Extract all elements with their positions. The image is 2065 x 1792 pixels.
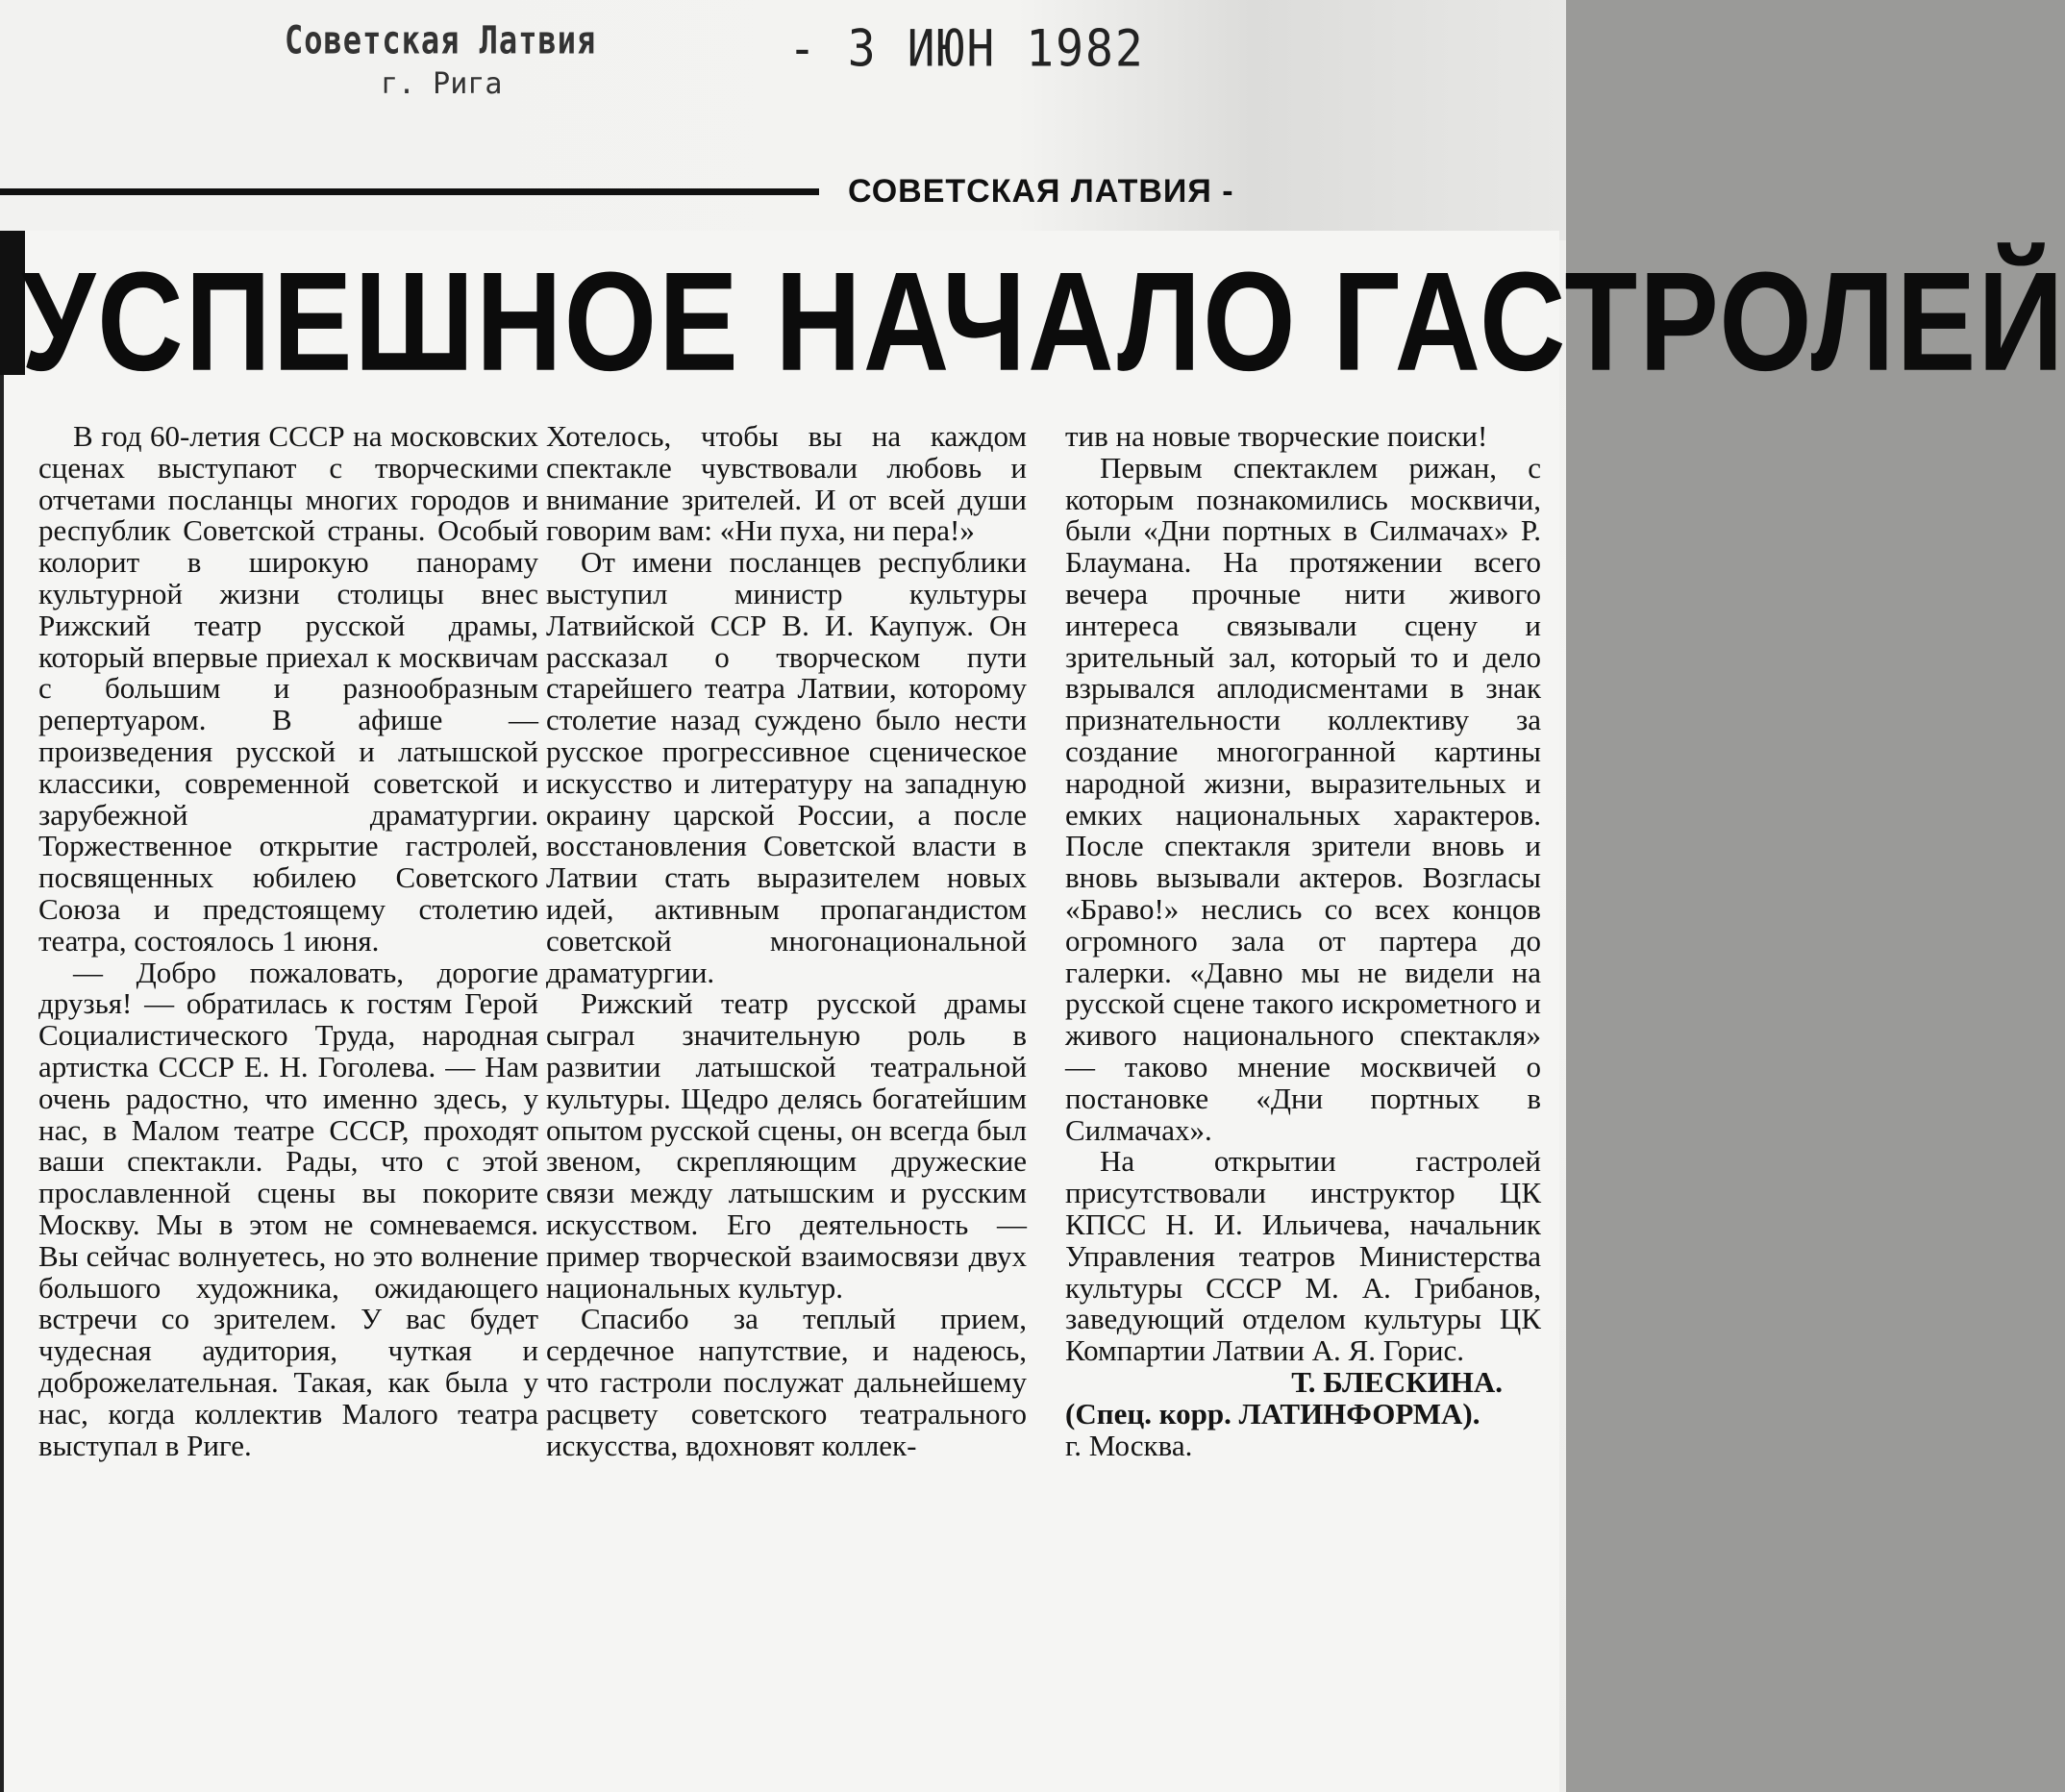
stamp-city: г. Рига xyxy=(381,67,503,101)
agency-credit: (Спец. корр. ЛАТИНФОРМА). xyxy=(1065,1396,1480,1431)
paragraph: Хотелось, чтобы вы на каждом спектакле чувствовали любовь и внимание зрителей. И от всей души говорим вам: «Ни пуха, ни пера!» xyxy=(546,419,1027,548)
stamp-backing-paper xyxy=(0,0,1566,240)
paragraph: На открытии гастролей присутствовали инструктор ЦК КПСС Н. И. Ильичева, начальник Управления театров Министерства культуры СССР М. А. Грибанов, заведующий отделом культуры ЦК Компартии Латвии А. Я. Горис. xyxy=(1065,1144,1541,1368)
article-column-1 xyxy=(38,421,538,1461)
paragraph: — Добро пожаловать, дорогие друзья! — обратилась к гостям Герой Социалистического Труда, народная артистка СССР Е. Н. Гоголева. — Нам очень радостно, что именно здесь, у нас, в Малом театре СССР, проходят ваши спектакли. Рады, что с этой прославленной сцены вы покорите Москву. Мы в этом не сомневаемся. Вы сейчас волнуетесь, но это волнение большого художника, ожидающего встречи со зрителем. У вас будет чудесная аудитория, чуткая и доброжелательная. Такая, как была у нас, когда коллектив Малого театра выступал в Риге. xyxy=(38,955,538,1462)
stamp-date: - 3 ИЮН 1982 xyxy=(788,19,1145,79)
masthead-rule xyxy=(0,188,819,195)
paragraph: Первым спектаклем рижан, с которым познакомились москвичи, были «Дни портных в Силмачах» Р. Блаумана. На протяжении всего вечера прочные нити живого интереса связывали сцену и зрительный зал, который то и дело взрывался аплодисментами в знак признательности коллективу за создание многогранной картины народной жизни, выразительных и емких национальных характеров. После спектакля зрители вновь и вновь вызывали актеров. Возгласы «Браво!» неслись со всех концов огромного зала от партера до галерки. «Давно мы не видели на русской сцене такого искрометного и живого национального спектакля» — таково мнение москвичей о постановке «Дни портных в Силмачах». xyxy=(1065,450,1541,1147)
author-signature: Т. БЛЕСКИНА. xyxy=(1291,1364,1503,1399)
paragraph: В год 60-летия СССР на московских сценах выступают с творческими отчетами посланцы многих городов и республик Советской страны. Особый колорит в широкую панораму культурной жизни столицы внес Рижский театр русской драмы, который впервые приехал к москвичам с большим и разнообразным репертуаром. В афише — произведения русской и латышской классики, современной советской и зарубежной драматургии. Торжественное открытие гастролей, посвященных юбилею Советского Союза и предстоящему столетию театра, состоялось 1 июня. xyxy=(38,419,538,958)
article-headline: УСПЕШНОЕ НАЧАЛО ГАСТРОЛЕЙ xyxy=(21,243,2065,401)
paragraph: Спасибо за теплый прием, сердечное напутствие, и надеюсь, что гастроли послужат дальнейшему расцвету советского театрального искусства, вдохновят коллек- xyxy=(546,1302,1027,1462)
paragraph: От имени посланцев республики выступил министр культуры Латвийской ССР В. И. Каупуж. Он рассказал о творческом пути старейшего театра Латвии, которому столетие назад суждено было нести русское прогрессивное сценическое искусство и литературу на западную окраину царской России, а после восстановления Советской власти в Латвии стать выразителем новых идей, активным пропагандистом советской многонациональной драматургии. xyxy=(546,545,1027,989)
article-column-2 xyxy=(546,421,1027,1461)
dateline-city: г. Москва. xyxy=(1065,1428,1193,1462)
stamp-newspaper-name: Советская Латвия xyxy=(285,17,597,63)
paragraph: Рижский театр русской драмы сыграл значительную роль в развитии латышской театральной культуры. Щедро делясь богатейшим опытом русской сцены, он всегда был звеном, скрепляющим дружеские связи между латышским и русским искусством. Его деятельность — пример творческой взаимосвязи двух национальных культур. xyxy=(546,986,1027,1305)
paragraph: тив на новые творческие поиски! xyxy=(1065,419,1488,453)
article-column-3 xyxy=(1065,421,1541,1461)
masthead: СОВЕТСКАЯ ЛАТВИЯ - xyxy=(848,173,1234,210)
